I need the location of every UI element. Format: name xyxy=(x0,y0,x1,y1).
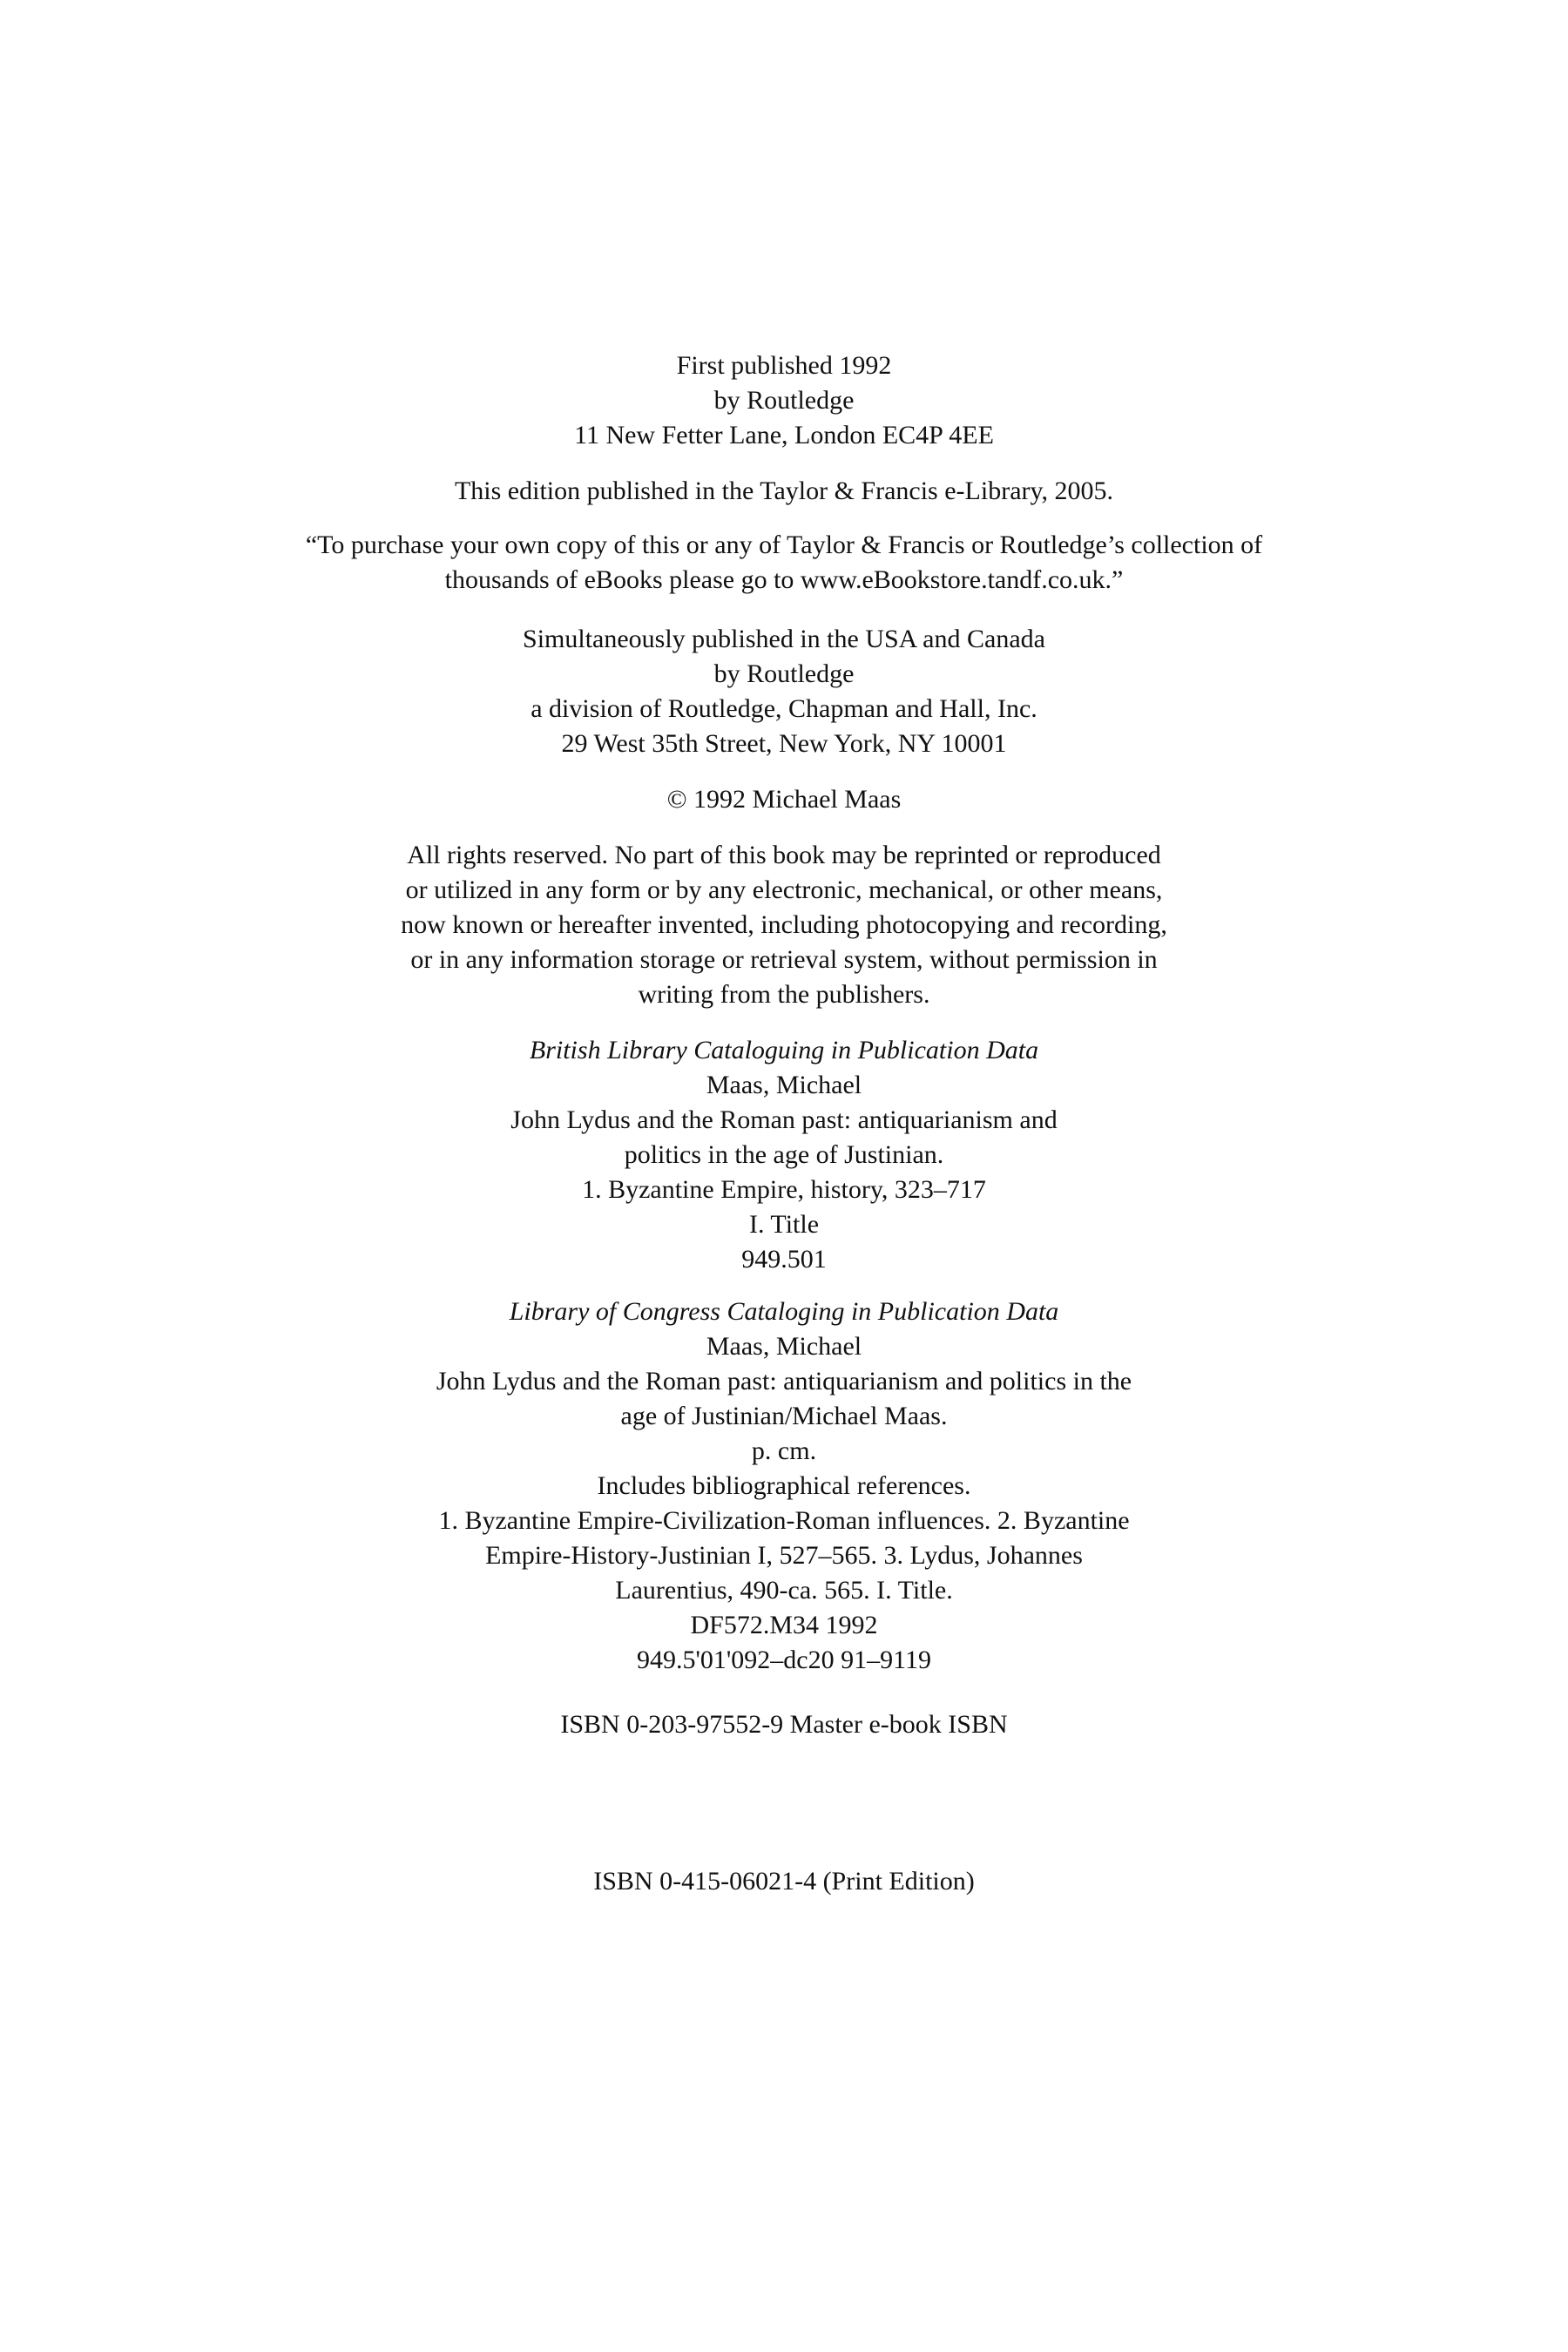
british-library-line: 949.501 xyxy=(741,1245,827,1274)
library-of-congress-line: age of Justinian/Michael Maas. xyxy=(620,1402,948,1430)
usa-line: a division of Routledge, Chapman and Hall, Inc. xyxy=(531,694,1037,723)
isbn-print: ISBN 0-415-06021-4 (Print Edition) xyxy=(593,1867,975,1896)
rights-block xyxy=(0,838,1568,1012)
usa-line: 29 West 35th Street, New York, NY 10001 xyxy=(561,729,1007,758)
publication-line: First published 1992 xyxy=(676,351,892,380)
usa-line: by Routledge xyxy=(713,659,855,688)
purchase-block xyxy=(0,528,1568,598)
british-library-line: 1. Byzantine Empire, history, 323–717 xyxy=(582,1175,986,1204)
library-of-congress-line: Includes bibliographical references. xyxy=(597,1471,971,1500)
purchase-line: “To purchase your own copy of this or any of Taylor & Francis or Routledge’s collection of xyxy=(305,531,1263,559)
library-of-congress-line: p. cm. xyxy=(751,1436,817,1465)
british-library-block xyxy=(0,1033,1568,1277)
publication-line: 11 New Fetter Lane, London EC4P 4EE xyxy=(574,421,994,449)
publication-block xyxy=(0,348,1568,453)
isbn-print-block xyxy=(0,1864,1568,1899)
edition-block xyxy=(0,474,1568,509)
library-of-congress-line: 949.5'01'092–dc20 91–9119 xyxy=(636,1646,931,1674)
library-of-congress-heading: Library of Congress Cataloging in Publication Data xyxy=(509,1297,1059,1326)
british-library-line: John Lydus and the Roman past: antiquarianism and xyxy=(510,1105,1058,1134)
library-of-congress-line: Empire-History-Justinian I, 527–565. 3. Lydus, Johannes xyxy=(485,1541,1083,1570)
isbn-master: ISBN 0-203-97552-9 Master e-book ISBN xyxy=(560,1710,1008,1739)
rights-line: writing from the publishers. xyxy=(638,980,930,1009)
rights-line: or utilized in any form or by any electronic, mechanical, or other means, xyxy=(405,875,1163,904)
rights-line: now known or hereafter invented, including photocopying and recording, xyxy=(401,910,1167,939)
british-library-line: politics in the age of Justinian. xyxy=(624,1140,944,1169)
library-of-congress-line: 1. Byzantine Empire-Civilization-Roman influences. 2. Byzantine xyxy=(438,1506,1130,1535)
purchase-line: thousands of eBooks please go to www.eBookstore.tandf.co.uk.” xyxy=(444,565,1124,594)
british-library-line: I. Title xyxy=(748,1210,820,1239)
rights-line: or in any information storage or retrieval system, without permission in xyxy=(410,945,1158,974)
isbn-master-block xyxy=(0,1707,1568,1742)
copyright-block xyxy=(0,782,1568,817)
library-of-congress-line: Laurentius, 490-ca. 565. I. Title. xyxy=(615,1576,953,1605)
usa-line: Simultaneously published in the USA and Canada xyxy=(523,625,1045,653)
library-of-congress-line: John Lydus and the Roman past: antiquarianism and politics in the xyxy=(436,1367,1132,1396)
usa-publication-block xyxy=(0,622,1568,761)
british-library-line: Maas, Michael xyxy=(706,1071,862,1099)
rights-line: All rights reserved. No part of this book may be reprinted or reproduced xyxy=(407,841,1161,869)
library-of-congress-line: DF572.M34 1992 xyxy=(690,1611,878,1639)
british-library-heading: British Library Cataloguing in Publication Data xyxy=(529,1036,1039,1064)
copyright-line: © 1992 Michael Maas xyxy=(666,785,902,814)
edition-line: This edition published in the Taylor & Francis e-Library, 2005. xyxy=(454,476,1114,505)
library-of-congress-block xyxy=(0,1294,1568,1678)
library-of-congress-line: Maas, Michael xyxy=(706,1332,862,1361)
publication-line: by Routledge xyxy=(713,386,855,415)
